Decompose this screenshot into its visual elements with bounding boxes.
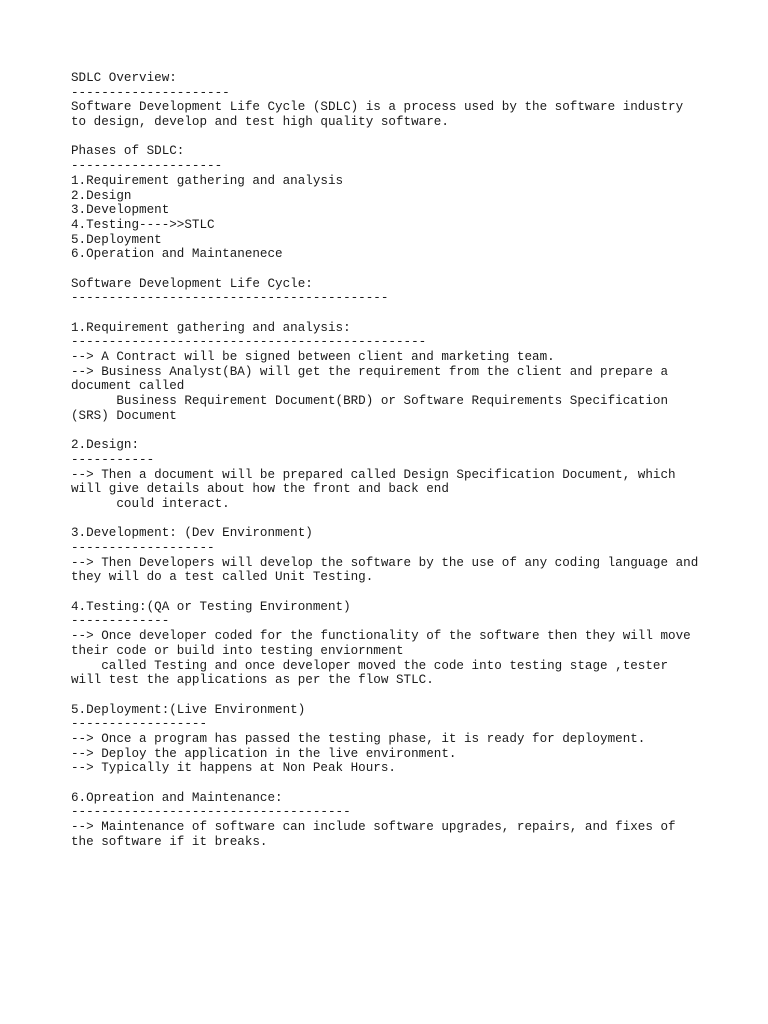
- text-line: document called: [71, 379, 185, 394]
- text-line: to design, develop and test high quality software.: [71, 115, 449, 130]
- text-line: the software if it breaks.: [71, 834, 268, 849]
- text-line: 3.Development: [71, 203, 170, 218]
- text-line: --> Then Developers will develop the software by the use of any coding language and: [71, 555, 699, 570]
- text-line: -----------: [71, 452, 155, 467]
- text-line: Phases of SDLC:: [71, 144, 185, 159]
- text-line: --> Once a program has passed the testing phase, it is ready for deployment.: [71, 731, 646, 746]
- text-line: called Testing and once developer moved the code into testing stage ,tester: [71, 658, 669, 673]
- text-line: 4.Testing:(QA or Testing Environment): [71, 599, 351, 614]
- text-line: Software Development Life Cycle (SDLC) is a process used by the software industry: [71, 100, 684, 115]
- blank-line: [71, 512, 731, 527]
- text-line: --> Typically it happens at Non Peak Hours.: [71, 761, 396, 776]
- text-line: they will do a test called Unit Testing.: [71, 570, 374, 585]
- blank-line: [71, 585, 731, 600]
- blank-line: [71, 262, 731, 277]
- text-line: -----------------------------------------------: [71, 335, 427, 350]
- blank-line: [71, 776, 731, 791]
- text-line: --> Once developer coded for the functionality of the software then they will move: [71, 629, 691, 644]
- blank-line: [71, 688, 731, 703]
- text-line: --> Business Analyst(BA) will get the requirement from the client and prepare a: [71, 364, 669, 379]
- text-line: 5.Deployment: [71, 232, 162, 247]
- text-line: ---------------------: [71, 85, 230, 100]
- blank-line: [71, 130, 731, 145]
- text-line: will give details about how the front and back end: [71, 482, 449, 497]
- text-line: -------------: [71, 614, 170, 629]
- text-line: 5.Deployment:(Live Environment): [71, 702, 306, 717]
- text-line: 6.Operation and Maintanenece: [71, 247, 283, 262]
- text-line: 3.Development: (Dev Environment): [71, 526, 313, 541]
- document-page: [71, 71, 731, 849]
- text-line: 4.Testing---->>STLC: [71, 217, 215, 232]
- blank-line: [71, 306, 731, 321]
- text-line: ------------------: [71, 717, 208, 732]
- text-line: could interact.: [71, 496, 230, 511]
- blank-line: [71, 424, 731, 439]
- text-line: 6.Opreation and Maintenance:: [71, 790, 283, 805]
- text-line: --> Then a document will be prepared called Design Specification Document, which: [71, 467, 676, 482]
- text-line: SDLC Overview:: [71, 71, 177, 85]
- text-line: --------------------: [71, 159, 223, 174]
- text-line: their code or build into testing enviornment: [71, 643, 404, 658]
- text-line: Software Development Life Cycle:: [71, 276, 313, 291]
- text-line: --> A Contract will be signed between client and marketing team.: [71, 350, 555, 365]
- text-line: 2.Design: [71, 188, 132, 203]
- text-line: --> Deploy the application in the live environment.: [71, 746, 457, 761]
- text-line: will test the applications as per the flow STLC.: [71, 673, 434, 688]
- text-line: ------------------------------------------: [71, 291, 389, 306]
- text-line: (SRS) Document: [71, 408, 177, 423]
- text-line: Business Requirement Document(BRD) or Software Requirements Specification: [71, 394, 669, 409]
- text-line: -------------------: [71, 541, 215, 555]
- text-line: 1.Requirement gathering and analysis:: [71, 320, 351, 335]
- text-line: 1.Requirement gathering and analysis: [71, 173, 344, 188]
- text-line: --> Maintenance of software can include software upgrades, repairs, and fixes of: [71, 820, 676, 835]
- text-line: -------------------------------------: [71, 805, 351, 820]
- text-line: 2.Design:: [71, 438, 140, 453]
